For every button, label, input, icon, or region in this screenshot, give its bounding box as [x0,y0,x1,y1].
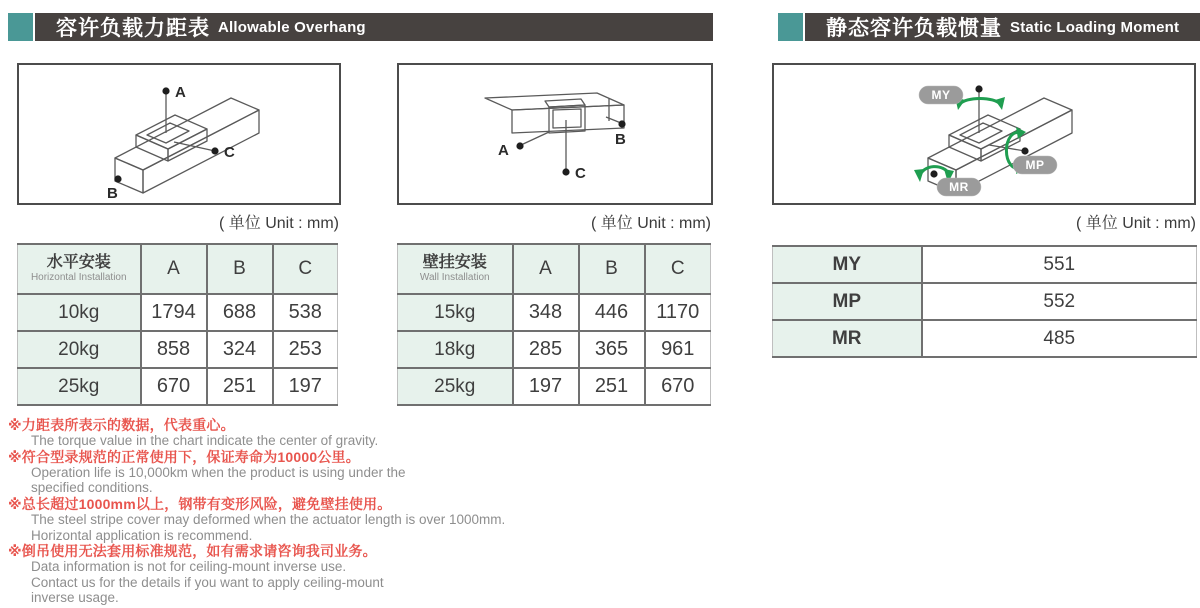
col-header-b: B [207,244,273,294]
actuator-isometric-drawing [19,65,339,203]
table-header-row [18,244,338,294]
value-cell: 1170 [645,294,711,331]
moment-value-cell: 552 [922,283,1197,320]
diagram-horizontal-installation [17,63,341,205]
point-dot-c [562,168,569,175]
value-cell: 446 [579,294,645,331]
value-cell: 538 [273,294,338,331]
point-label-c: C [224,144,235,161]
moment-value-cell: 551 [922,246,1197,283]
col-header-c: C [273,244,338,294]
value-cell: 858 [141,331,207,368]
table-row [773,246,1197,283]
table-row [773,283,1197,320]
moment-label-cell: MY [773,246,922,283]
section-title-en: Static Loading Moment [1010,18,1180,36]
table-static-loading-moment [772,245,1197,358]
value-cell: 348 [513,294,579,331]
table-wall-installation [397,243,711,406]
footnote-line: specified conditions. [31,480,153,496]
col-header-a: A [141,244,207,294]
moment-value-cell: 485 [922,320,1197,357]
value-cell: 365 [579,331,645,368]
axis-dot-mp [1021,147,1028,154]
footnote-line: Contact us for the details if you want to apply ceiling-mount [31,574,384,590]
arrowhead-icon [914,169,924,182]
section-header-static-loading-moment [805,13,1200,41]
table-corner-cell [398,244,513,294]
table-row [18,368,338,405]
point-dot-c [211,147,218,154]
table-row [18,331,338,368]
footnote-line: Operation life is 10,000km when the product is using under the [31,464,406,480]
load-cell: 20kg [18,331,141,368]
diagram-static-loading-moment [772,63,1196,205]
table-row [398,368,711,405]
table-header-row [398,244,711,294]
value-cell: 688 [207,294,273,331]
table-corner-cell [18,244,141,294]
teal-accent-square [778,13,803,41]
point-label-b: B [615,131,626,148]
value-cell: 324 [207,331,273,368]
leader-line-b [606,117,621,123]
footnotes [8,417,648,606]
col-header-a: A [513,244,579,294]
point-dot-a [516,142,523,149]
actuator-isometric-drawing [399,65,711,203]
table-row [18,294,338,331]
footnote-line: Horizontal application is recommend. [31,527,253,543]
value-cell: 1794 [141,294,207,331]
table-title-en: Horizontal Installation [30,272,127,283]
value-cell: 253 [273,331,338,368]
footnote-line: Data information is not for ceiling-mount inverse use. [31,559,347,575]
unit-label: ( 单位 Unit : mm) [1076,215,1196,232]
diagram-wall-installation [397,63,713,205]
value-cell: 961 [645,331,711,368]
point-label-a: A [498,142,509,159]
footnote-line: ※力距表所表示的数据，代表重心。 [8,417,235,433]
table-row [773,320,1197,357]
unit-label: ( 单位 Unit : mm) [219,215,339,232]
footnote-line: ※倒吊使用无法套用标准规范，如有需求请咨询我司业务。 [8,543,377,560]
value-cell: 251 [579,368,645,405]
point-dot-b [114,175,121,182]
point-dot-a [162,87,169,94]
value-cell: 197 [513,368,579,405]
table-title-en: Wall Installation [419,272,490,283]
col-header-c: C [645,244,711,294]
load-cell: 18kg [398,331,513,368]
value-cell: 197 [273,368,338,405]
value-cell: 251 [207,368,273,405]
moment-badge-my-label: MY [931,88,951,102]
actuator-moment-drawing [774,65,1194,203]
moment-label-cell: MR [773,320,922,357]
point-label-b: B [107,185,118,202]
moment-badge-mp-label: MP [1025,158,1045,172]
table-horizontal-installation [17,243,338,406]
unit-label: ( 单位 Unit : mm) [591,215,711,232]
section-title-en: Allowable Overhang [218,18,366,36]
moment-label-cell: MP [773,283,922,320]
table-title-zh: 壁挂安装 [422,254,487,271]
table-row [398,331,711,368]
load-cell: 15kg [398,294,513,331]
teal-accent-square [8,13,33,41]
arrowhead-icon [995,97,1005,110]
footnote-line: The steel stripe cover may deformed when the actuator length is over 1000mm. [31,512,506,528]
value-cell: 670 [645,368,711,405]
section-title-zh: 静态容许负载惯量 [826,17,1002,40]
col-header-b: B [579,244,645,294]
axis-dot-mr [930,170,937,177]
footnote-line: The torque value in the chart indicate the center of gravity. [31,433,379,449]
section-title-zh: 容许负载力距表 [56,17,210,40]
point-label-a: A [175,84,186,101]
rotation-arrow-my-icon [960,98,1000,104]
value-cell: 670 [141,368,207,405]
load-cell: 25kg [18,368,141,405]
value-cell: 285 [513,331,579,368]
axis-dot-my [975,85,982,92]
point-dot-b [618,120,625,127]
footnote-line: ※符合型录规范的正常使用下，保证寿命为10000公里。 [8,448,360,465]
point-label-c: C [575,165,586,182]
load-cell: 10kg [18,294,141,331]
footnote-line: ※总长超过1000mm以上，钢带有变形风险，避免壁挂使用。 [8,495,392,512]
moment-badge-mr-label: MR [949,180,969,194]
arrowhead-icon [1016,127,1026,139]
load-cell: 25kg [398,368,513,405]
section-header-allowable-overhang [35,13,713,41]
footnote-line: inverse usage. [31,590,119,606]
leader-line-a [521,132,549,145]
table-title-zh: 水平安装 [46,254,111,271]
table-row [398,294,711,331]
